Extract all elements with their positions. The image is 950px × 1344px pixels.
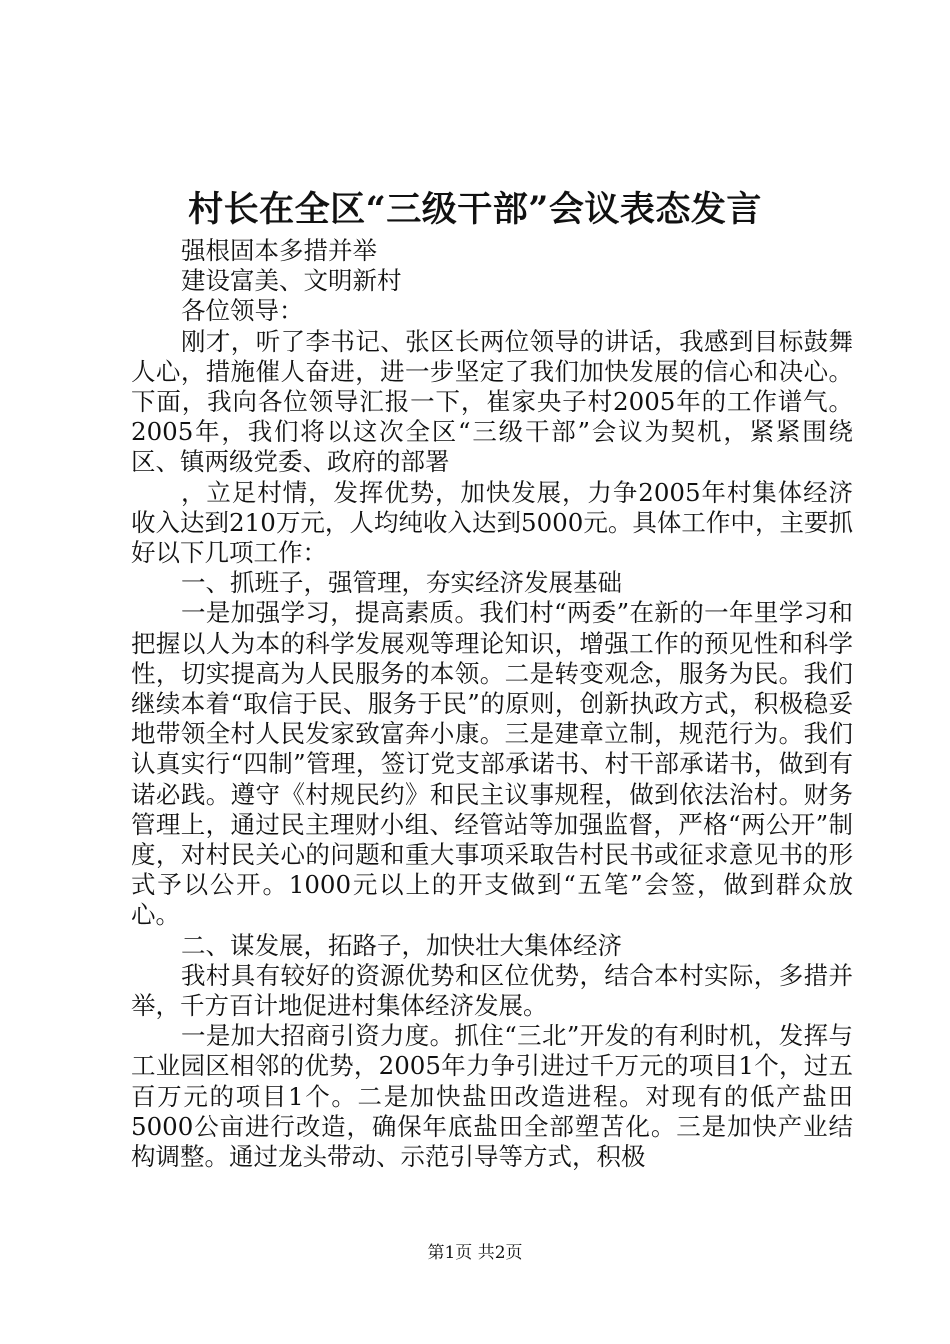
salutation: 各位领导：: [181, 296, 304, 326]
section-heading: 二、谋发展，拓路子，加快壮大集体经济: [181, 930, 622, 960]
paragraph: 一是加强学习，提高素质。我们村“两委”在新的一年里学习和把握以人为本的科学发展观等理论知识，增强工作的预见性和科学性，切实提高为人民服务的本领。二是转变观念，服务为民。我们继续本着“取信于民、服务于民”的原则，创新执政方式，积极稳妥地带领全村人民发家致富奔小康。三是建章立制，规范行为。我们认真实行“四制”管理，签订党支部承诺书、村干部承诺书，做到有诺必践。遵守《村规民约》和民主议事规程，做到依法治村。财务管理上，通过民主理财小组、经管站等加强监督，严格“两公开”制度，对村民关心的问题和重大事项采取告村民书或征求意见书的形式予以公开。1000元以上的开支做到“五笔”会签，做到群众放心。: [131, 598, 853, 930]
subtitle-line-2: 建设富美、文明新村: [181, 266, 402, 296]
document-title: 村长在全区“三级干部”会议表态发言: [188, 189, 762, 230]
paragraph: ，立足村情，发挥优势，加快发展，力争2005年村集体经济收入达到210万元，人均纯收入达到5000元。具体工作中，主要抓好以下几项工作：: [131, 477, 853, 568]
paragraph: 一是加大招商引资力度。抓住“三北”开发的有利时机，发挥与工业园区相邻的优势，2005年力争引进过千万元的项目1个，过五百万元的项目1个。二是加快盐田改造进程。对现有的低产盐田5000公亩进行改造，确保年底盐田全部塑苫化。三是加快产业结构调整。通过龙头带动、示范引导等方式，积极: [131, 1021, 853, 1172]
document-body: [131, 236, 853, 1172]
paragraph: 刚才，听了李书记、张区长两位领导的讲话，我感到目标鼓舞人心，措施催人奋进，进一步坚定了我们加快发展的信心和决心。下面，我向各位领导汇报一下，崔家央子村2005年的工作谱气。2005年，我们将以这次全区“三级干部”会议为契机，紧紧围绕区、镇两级党委、政府的部署: [131, 326, 853, 477]
paragraph: 我村具有较好的资源优势和区位优势，结合本村实际，多措并举，千方百计地促进村集体经济发展。: [131, 960, 853, 1021]
subtitle-line-1: 强根固本多措并举: [181, 236, 377, 265]
section-heading: 一、抓班子，强管理，夯实经济发展基础: [181, 568, 622, 598]
page-number-footer: 第1页 共2页: [427, 1243, 523, 1263]
